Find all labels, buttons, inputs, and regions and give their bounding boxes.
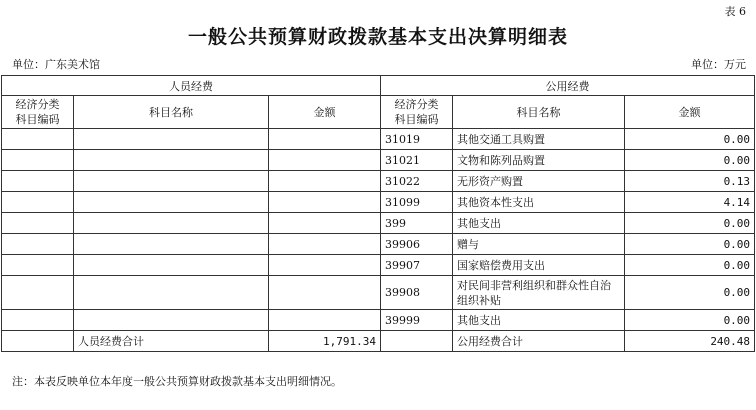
- table-row: [2, 192, 755, 213]
- personnel-amount-cell: [269, 150, 381, 171]
- public-code-cell: 39999: [381, 310, 453, 331]
- personnel-code-cell: [2, 171, 74, 192]
- public-total-spacer: [381, 331, 453, 352]
- personnel-name-cell: [74, 255, 269, 276]
- column-header-row: [2, 96, 755, 129]
- public-amount-cell: 0.13: [625, 171, 755, 192]
- table-row: [2, 150, 755, 171]
- unit-organization: 单位：广东美术馆: [12, 58, 100, 71]
- personnel-amount-cell: [269, 255, 381, 276]
- personnel-name-cell: [74, 171, 269, 192]
- public-total-amount: 240.48: [625, 331, 755, 352]
- public-amount-cell: 0.00: [625, 129, 755, 150]
- personnel-amount-cell: [269, 213, 381, 234]
- personnel-code-cell: [2, 213, 74, 234]
- public-code-cell: 399: [381, 213, 453, 234]
- personnel-name-cell: [74, 192, 269, 213]
- public-name-cell: 文物和陈列品购置: [453, 150, 625, 171]
- public-name-cell: 对民间非营利组织和群众性自治组织补贴: [453, 276, 625, 310]
- page-title: 一般公共预算财政拨款基本支出决算明细表: [187, 26, 568, 48]
- personnel-code-cell: [2, 276, 74, 310]
- personnel-amount-cell: [269, 234, 381, 255]
- personnel-amount-cell: [269, 310, 381, 331]
- public-name-cell: 国家赔偿费用支出: [453, 255, 625, 276]
- public-amount-cell: 0.00: [625, 213, 755, 234]
- personnel-total-spacer: [2, 331, 74, 352]
- table-row: [2, 213, 755, 234]
- public-amount-cell: 0.00: [625, 310, 755, 331]
- personnel-amount-cell: [269, 129, 381, 150]
- public-code-cell: 31021: [381, 150, 453, 171]
- personnel-code-cell: [2, 255, 74, 276]
- personnel-total-amount: 1,791.34: [269, 331, 381, 352]
- public-name-cell: 其他资本性支出: [453, 192, 625, 213]
- public-name-cell: 其他交通工具购置: [453, 129, 625, 150]
- personnel-code-cell: [2, 129, 74, 150]
- totals-row: [2, 331, 755, 352]
- personnel-code-cell: [2, 150, 74, 171]
- header-public-name: 科目名称: [453, 96, 625, 129]
- public-code-cell: 31019: [381, 129, 453, 150]
- personnel-amount-cell: [269, 276, 381, 310]
- table-row: [2, 276, 755, 310]
- personnel-name-cell: [74, 213, 269, 234]
- personnel-name-cell: [74, 234, 269, 255]
- public-name-cell: 其他支出: [453, 310, 625, 331]
- header-personnel-code: 经济分类 科目编码: [2, 96, 74, 129]
- public-name-cell: 其他支出: [453, 213, 625, 234]
- expenditure-detail-table: [1, 75, 755, 352]
- personnel-name-cell: [74, 276, 269, 310]
- public-amount-cell: 0.00: [625, 276, 755, 310]
- public-code-cell: 31022: [381, 171, 453, 192]
- table-row: [2, 234, 755, 255]
- public-code-cell: 39906: [381, 234, 453, 255]
- section-header-row: [2, 76, 755, 96]
- personnel-code-cell: [2, 234, 74, 255]
- personnel-code-cell: [2, 192, 74, 213]
- table-row: [2, 129, 755, 150]
- header-personnel-amount: 金额: [269, 96, 381, 129]
- footnote: 注：本表反映单位本年度一般公共预算财政拨款基本支出明细情况。: [12, 375, 342, 388]
- public-amount-cell: 4.14: [625, 192, 755, 213]
- personnel-name-cell: [74, 150, 269, 171]
- header-public-amount: 金额: [625, 96, 755, 129]
- public-code-cell: 39908: [381, 276, 453, 310]
- section-personnel: 人员经费: [2, 76, 381, 96]
- public-code-cell: 39907: [381, 255, 453, 276]
- unit-currency: 单位：万元: [691, 58, 746, 71]
- public-amount-cell: 0.00: [625, 234, 755, 255]
- header-public-code: 经济分类 科目编码: [381, 96, 453, 129]
- public-name-cell: 无形资产购置: [453, 171, 625, 192]
- public-amount-cell: 0.00: [625, 150, 755, 171]
- table-row: [2, 310, 755, 331]
- header-personnel-name: 科目名称: [74, 96, 269, 129]
- personnel-name-cell: [74, 310, 269, 331]
- table-row: [2, 255, 755, 276]
- public-total-label: 公用经费合计: [453, 331, 625, 352]
- public-name-cell: 赠与: [453, 234, 625, 255]
- section-public: 公用经费: [381, 76, 755, 96]
- personnel-code-cell: [2, 310, 74, 331]
- personnel-name-cell: [74, 129, 269, 150]
- public-amount-cell: 0.00: [625, 255, 755, 276]
- personnel-total-label: 人员经费合计: [74, 331, 269, 352]
- personnel-amount-cell: [269, 171, 381, 192]
- table-number: 表 6: [724, 5, 746, 18]
- public-code-cell: 31099: [381, 192, 453, 213]
- table-row: [2, 171, 755, 192]
- personnel-amount-cell: [269, 192, 381, 213]
